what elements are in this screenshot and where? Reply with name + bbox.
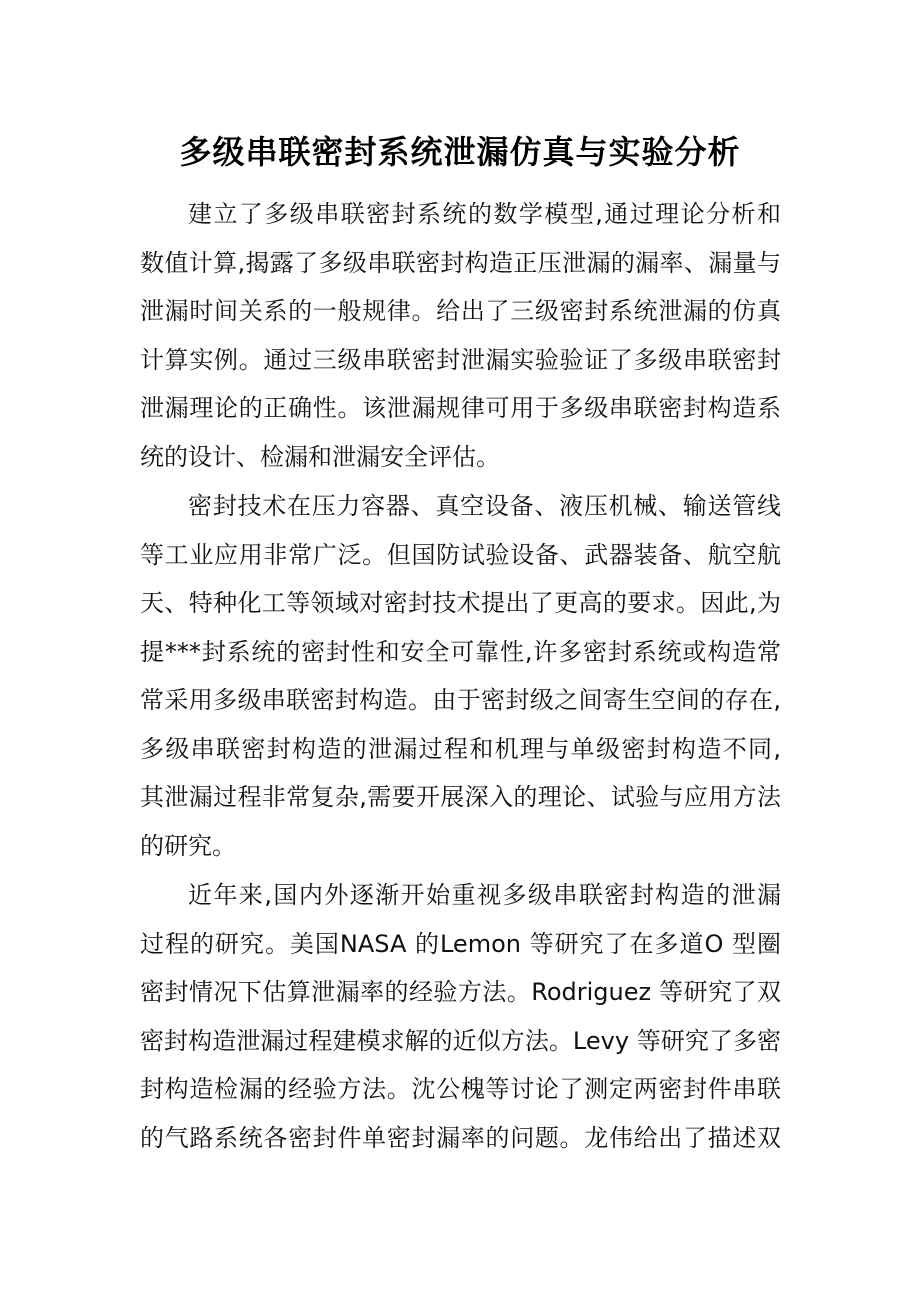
document-body — [140, 190, 781, 1163]
text-line: 多级串联密封构造的泄漏过程和机理与单级密封构造不同, — [140, 734, 781, 763]
text-line: 密封构造泄漏过程建模求解的近似方法。Levy 等研究了多密 — [140, 1026, 781, 1055]
paragraph-introduction — [140, 482, 781, 870]
text-line: 的研究。 — [140, 831, 236, 860]
text-line: 泄漏理论的正确性。该泄漏规律可用于多级串联密封构造系 — [140, 394, 781, 422]
text-line: 其泄漏过程非常复杂,需要开展深入的理论、试验与应用方法 — [140, 783, 781, 811]
text-line: 计算实例。通过三级串联密封泄漏实验验证了多级串联密封 — [140, 345, 781, 374]
text-line: 提***封系统的密封性和安全可靠性,许多密封系统或构造常 — [140, 637, 781, 666]
text-line: 近年来,国内外逐渐开始重视多级串联密封构造的泄漏 — [188, 881, 781, 909]
text-line: 建立了多级串联密封系统的数学模型,通过理论分析和 — [188, 200, 781, 228]
text-line: 密封情况下估算泄漏率的经验方法。Rodriguez 等研究了双 — [140, 978, 781, 1006]
text-line: 封构造检漏的经验方法。沈公槐等讨论了测定两密封件串联 — [140, 1075, 781, 1103]
text-line: 泄漏时间关系的一般规律。给出了三级密封系统泄漏的仿真 — [140, 297, 781, 325]
document-title: 多级串联密封系统泄漏仿真与实验分析 — [179, 133, 741, 171]
text-line: 统的设计、检漏和泄漏安全评估。 — [140, 442, 500, 471]
text-line: 数值计算,揭露了多级串联密封构造正压泄漏的漏率、漏量与 — [140, 248, 781, 277]
text-line: 密封技术在压力容器、真空设备、液压机械、输送管线 — [188, 492, 781, 520]
text-line: 等工业应用非常广泛。但国防试验设备、武器装备、航空航 — [140, 540, 781, 569]
paragraph-related-work — [140, 871, 781, 1162]
text-line: 天、特种化工等领域对密封技术提出了更高的要求。因此,为 — [140, 589, 781, 617]
text-line: 过程的研究。美国NASA 的Lemon 等研究了在多道O 型圈 — [140, 929, 781, 958]
text-line: 常采用多级串联密封构造。由于密封级之间寄生空间的存在, — [140, 686, 781, 714]
text-line: 的气路系统各密封件单密封漏率的问题。龙伟给出了描述双 — [140, 1123, 781, 1152]
paragraph-abstract — [140, 190, 781, 481]
